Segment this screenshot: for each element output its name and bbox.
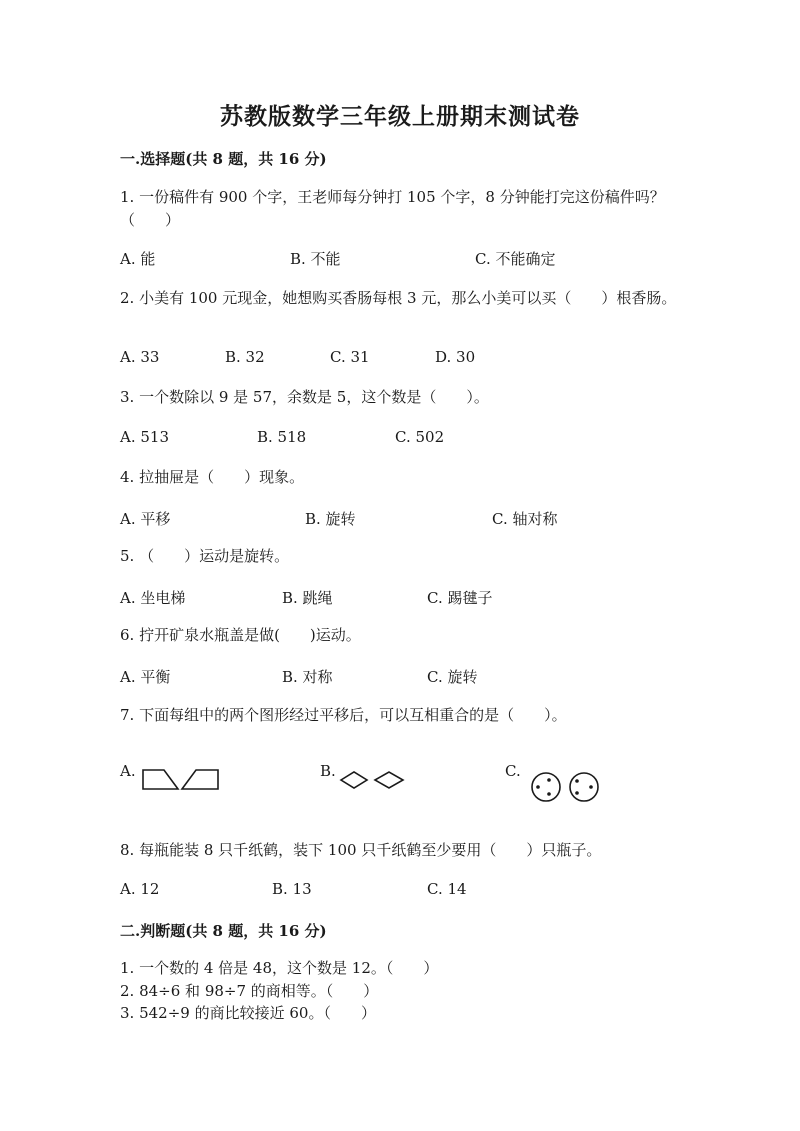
- question-4-options: [120, 508, 720, 530]
- option-b[interactable]: B.: [320, 762, 336, 780]
- option-b[interactable]: B. 13: [272, 880, 312, 898]
- option-a[interactable]: A. 平移: [120, 510, 171, 528]
- question-5-options: [120, 587, 720, 609]
- page-title: 苏教版数学三年级上册期末测试卷: [220, 103, 580, 130]
- question-4: 4. 拉抽屉是（ ）现象。: [120, 468, 305, 486]
- question-8: 8. 每瓶能装 8 只千纸鹤，装下 100 只千纸鹤至少要用（ ）只瓶子。: [120, 841, 602, 859]
- parallelogram-pair-figure: [140, 768, 222, 792]
- question-6: 6. 拧开矿泉水瓶盖是做( )运动。: [120, 626, 361, 644]
- option-c[interactable]: C. 轴对称: [492, 510, 558, 528]
- option-a[interactable]: A. 12: [120, 880, 160, 898]
- option-b[interactable]: B. 518: [257, 428, 307, 446]
- section-heading-multiple-choice: 一.选择题(共 8 题，共 16 分): [120, 150, 327, 168]
- diamond-pair-figure: [338, 768, 408, 792]
- option-c[interactable]: C. 502: [395, 428, 445, 446]
- option-b[interactable]: B. 跳绳: [282, 589, 333, 607]
- question-3: 3. 一个数除以 9 是 57，余数是 5，这个数是（ ）。: [120, 388, 489, 406]
- option-a[interactable]: A. 513: [120, 428, 169, 446]
- question-1: 1. 一份稿件有 900 个字，王老师每分钟打 105 个字，8 分钟能打完这份稿件吗？（ ）: [120, 188, 665, 229]
- option-a[interactable]: A. 平衡: [120, 668, 171, 686]
- option-d[interactable]: D. 30: [435, 348, 476, 366]
- option-c[interactable]: C. 踢毽子: [427, 589, 493, 607]
- question-7: 7. 下面每组中的两个图形经过平移后，可以互相重合的是（ ）。: [120, 706, 567, 724]
- option-b[interactable]: B. 对称: [282, 668, 333, 686]
- question-5: 5. （ ）运动是旋转。: [120, 547, 290, 565]
- option-b[interactable]: B. 不能: [290, 250, 341, 268]
- section-heading-true-false: 二.判断题(共 8 题，共 16 分): [120, 922, 327, 940]
- option-c[interactable]: C. 31: [330, 348, 370, 366]
- question-6-options: [120, 666, 720, 688]
- option-b[interactable]: B. 32: [225, 348, 265, 366]
- question-2: 2. 小美有 100 元现金，她想购买香肠每根 3 元，那么小美可以买（ ）根香肠。: [120, 289, 677, 307]
- question-2-options: [120, 348, 720, 370]
- option-c[interactable]: C.: [505, 762, 521, 780]
- option-c[interactable]: C. 14: [427, 880, 467, 898]
- option-a[interactable]: A.: [120, 762, 136, 780]
- judgment-item-2: 2. 84÷6 和 98÷7 的商相等。（ ）: [120, 982, 379, 1000]
- option-b[interactable]: B. 旋转: [305, 510, 356, 528]
- question-3-options: [120, 428, 720, 450]
- question-1-options: [120, 248, 720, 270]
- option-a[interactable]: A. 坐电梯: [120, 589, 186, 607]
- option-c[interactable]: C. 不能确定: [475, 250, 556, 268]
- option-a[interactable]: A. 33: [120, 348, 160, 366]
- option-c[interactable]: C. 旋转: [427, 668, 478, 686]
- option-a[interactable]: A. 能: [120, 250, 156, 268]
- dotted-circle-pair-figure: [528, 770, 604, 804]
- judgment-item-1: 1. 一个数的 4 倍是 48，这个数是 12。（ ）: [120, 959, 439, 977]
- judgment-item-3: 3. 542÷9 的商比较接近 60。（ ）: [120, 1004, 376, 1022]
- question-8-options: [120, 880, 720, 902]
